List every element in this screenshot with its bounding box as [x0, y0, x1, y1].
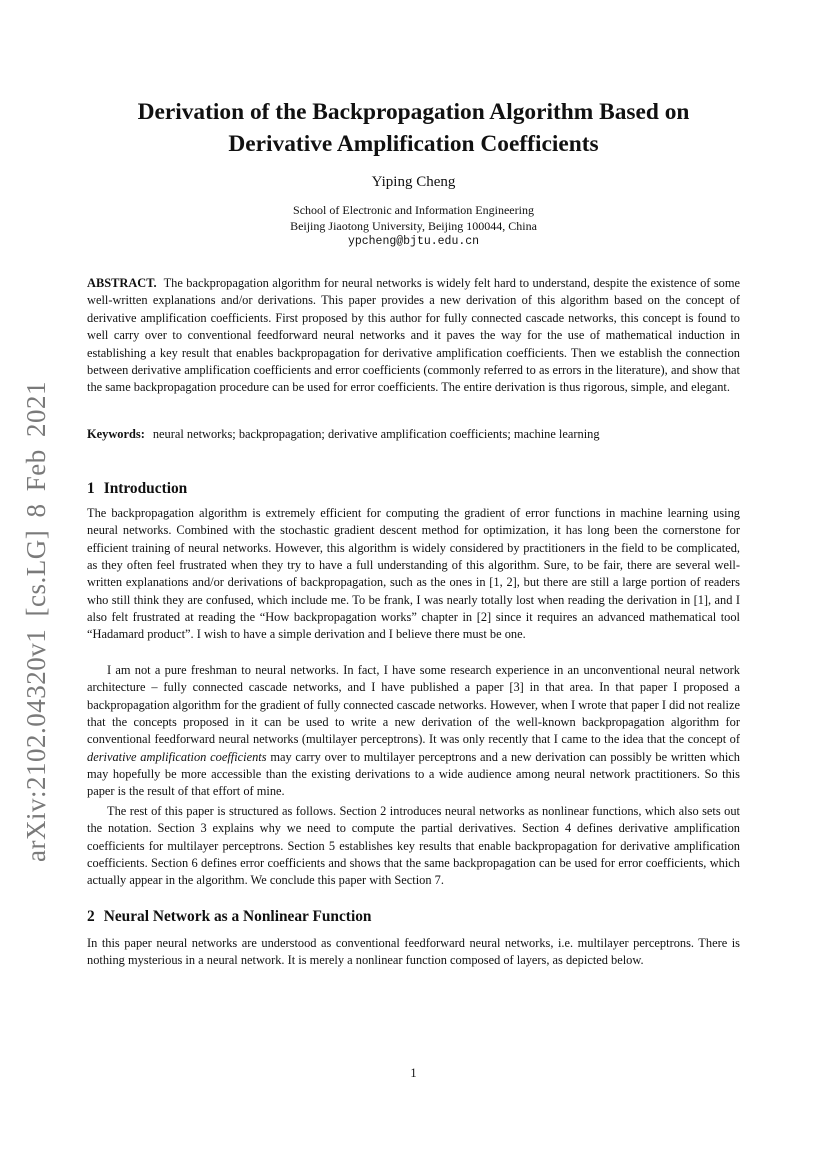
intro-paragraph-3: The rest of this paper is structured as follows. Section 2 introduces neural networks as nonlinear functions, which also sets out the notation. Section 3 explains why we need to compute the partial derivatives. Section 4 defines derivative amplification coefficients for multilayer perceptrons. Section 5 establishes key results that enable backpropagation for derivative amplification coefficients. Section 6 defines error coefficients and shows that the same backpropagation can be used for error coefficients, which actually appear in the algorithm. We conclude this paper with Section 7.: [87, 804, 740, 888]
intro-paragraph-2-text-b: may carry over to multilayer perceptrons and a new derivation can possibly be written which may hopefully be more accessible than the existing derivations to a wide audience among neural network practitioners. So this paper is the result of that effort of mine.: [87, 749, 740, 799]
page-number: 1: [410, 1066, 417, 1080]
keywords-label: Keywords:: [87, 427, 145, 441]
section-title: Neural Network as a Nonlinear Function: [103, 908, 372, 925]
intro-paragraph-2-text-a: I am not a pure freshman to neural networks. In fact, I have some research experience in an unconventional neural network architecture – fully connected cascade networks, and I have published a paper [3] in that area. In that paper I proposed a backpropagation algorithm for the gradient of fully connected cascade networks. However, when I wrote that paper I did not realize that the concepts proposed in it can be used to write a new derivation of the well-known backpropagation algorithm for conventional feedforward neural networks (multilayer perceptrons). It was only recently that I came to the idea that the concept of: [87, 663, 740, 747]
paper-title: [87, 96, 740, 160]
keywords: [87, 426, 740, 443]
section2-paragraph-1: In this paper neural networks are understood as conventional feedforward neural networks, i.e. multilayer perceptrons. There is nothing mysterious in a neural network. It is merely a nonlinear function composed of layers, as depicted below.: [87, 936, 740, 968]
intro-paragraph-2: [87, 662, 740, 801]
affiliation-university: Beijing Jiaotong University, Beijing 100044, China: [290, 218, 537, 233]
affiliation-block: [87, 203, 740, 250]
section-heading-neural-network: [87, 908, 371, 926]
arxiv-identifier: arXiv:2102.04320v1 [cs.LG] 8 Feb 2021: [20, 380, 51, 862]
author-email: ypcheng@bjtu.edu.cn: [347, 235, 480, 248]
section-heading-introduction: [87, 480, 187, 498]
abstract: [87, 275, 740, 397]
author-name: Yiping Cheng: [371, 174, 456, 190]
title-line-2: Derivative Amplification Coefficients: [228, 131, 599, 157]
section-number: 2: [87, 908, 95, 925]
intro-paragraph-2-emphasis: derivative amplification coefficients: [87, 749, 267, 764]
intro-paragraph-1: The backpropagation algorithm is extremely efficient for computing the gradient of error functions in machine learning using neural networks. Combined with the stochastic gradient descent method for optimization, it has long been the cornerstone for efficient training of neural networks. However, this algorithm is widely considered by practitioners in the field to be complicated, as they often feel frustrated when they try to have a full understanding of this algorithm. Sure, to be fair, there are several well-written explanations and/or derivations of backpropagation, such as the ones in [1, 2], but there are still a large portion of readers who still think they are confused, which include me. To be frank, I was nearly totally lost when reading the derivation in [1], and I also felt frustrated at reading the “How backpropagation works” chapter in [2] since it requires an advanced mathematical tool “Hadamard product”. I wish to have a simple derivation and I believe there must be one.: [87, 506, 740, 642]
arxiv-sidebar-stamp: [8, 369, 64, 873]
abstract-text: The backpropagation algorithm for neural networks is widely felt hard to understand, despite the existence of some well-written explanations and/or derivations. This paper provides a new derivation of this algorithm based on the concept of derivative amplification coefficients. First proposed by this author for fully connected cascade networks, this concept is found to well carry over to conventional feedforward neural networks and it paves the way for the use of mathematical induction in establishing a key result that enables backpropagation for derivative amplification coefficients. Then we establish the connection between derivative amplification coefficients and error coefficients (commonly referred to as errors in the literature), and show that the same backpropagation procedure can be used for error coefficients. The entire derivation is thus rigorous, simple, and elegant.: [87, 276, 740, 395]
section-number: 1: [87, 480, 95, 497]
section-title: Introduction: [103, 480, 188, 497]
affiliation-department: School of Electronic and Information Engineering: [293, 203, 534, 217]
abstract-label: ABSTRACT.: [87, 276, 157, 290]
title-line-1: Derivation of the Backpropagation Algorithm Based on: [137, 99, 690, 125]
keywords-text: neural networks; backpropagation; derivative amplification coefficients; machine learning: [152, 427, 600, 441]
